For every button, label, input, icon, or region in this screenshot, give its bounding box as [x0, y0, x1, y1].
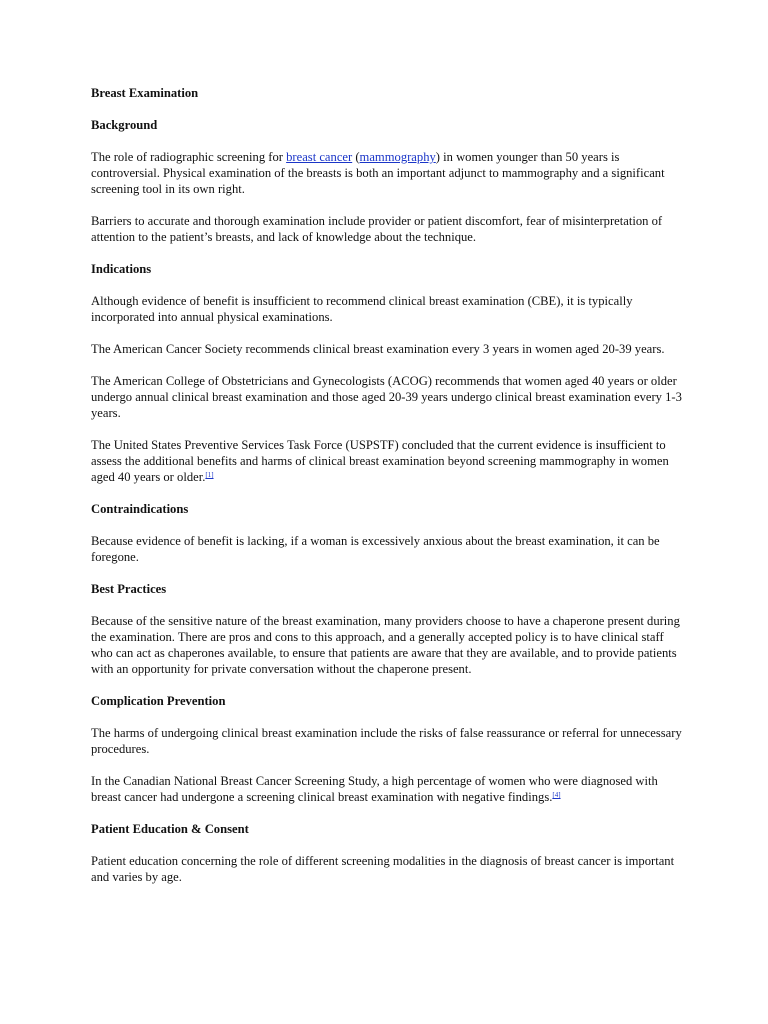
breast-cancer-link[interactable]: breast cancer [286, 150, 353, 164]
complication-prevention-p2-text: In the Canadian National Breast Cancer Screening Study, a high percentage of women who were diagnosed with breast cancer had undergone a screening clinical breast examination with negative findings. [91, 774, 658, 804]
background-p1-text-before: The role of radiographic screening for [91, 150, 287, 164]
indications-p4-text: The United States Preventive Services Task Force (USPSTF) concluded that the current evidence is insufficient to assess the additional benefits and harms of clinical breast examination beyond screening mammography in women aged 40 years or older. [91, 438, 669, 484]
indications-paragraph-1: Although evidence of benefit is insufficient to recommend clinical breast examination (CBE), it is typically incorporated into annual physical examinations. [91, 294, 633, 324]
section-heading-complication-prevention: Complication Prevention [91, 694, 226, 708]
contraindications-paragraph-1: Because evidence of benefit is lacking, if a woman is excessively anxious about the breast examination, it can be foregone. [91, 534, 660, 564]
mammography-link[interactable]: mammography [359, 150, 436, 164]
patient-education-paragraph-1: Patient education concerning the role of different screening modalities in the diagnosis of breast cancer is important and varies by age. [91, 854, 675, 884]
section-heading-best-practices: Best Practices [91, 582, 167, 596]
section-heading-background: Background [91, 118, 158, 132]
reference-link-4[interactable]: [4] [552, 791, 561, 799]
complication-prevention-paragraph-1: The harms of undergoing clinical breast examination include the risks of false reassurance or referral for unnecessary procedures. [91, 726, 682, 756]
background-paragraph-1 [91, 149, 683, 197]
section-heading-contraindications: Contraindications [91, 502, 189, 516]
complication-prevention-paragraph-2 [91, 773, 683, 805]
document-title: Breast Examination [91, 86, 199, 100]
indications-paragraph-3: The American College of Obstetricians and Gynecologists (ACOG) recommends that women aged 40 years or older undergo annual clinical breast examination and those aged 20-39 years undergo clinical breast examination every 1-3 years. [91, 374, 682, 420]
indications-paragraph-2: The American Cancer Society recommends clinical breast examination every 3 years in women aged 20-39 years. [91, 342, 665, 356]
document-page [91, 85, 683, 901]
background-paragraph-2: Barriers to accurate and thorough examination include provider or patient discomfort, fear of misinterpretation of attention to the patient’s breasts, and lack of knowledge about the technique. [91, 214, 663, 244]
background-p1-text-after: ) in women younger than 50 years is controversial. Physical examination of the breasts is both an important adjunct to mammography and a significant screening tool in its own right. [91, 150, 665, 196]
section-heading-patient-education: Patient Education & Consent [91, 822, 249, 836]
indications-paragraph-4 [91, 437, 683, 485]
background-p1-text-between: ( [352, 150, 360, 164]
reference-link-1[interactable]: [1] [205, 471, 214, 479]
section-heading-indications: Indications [91, 262, 152, 276]
best-practices-paragraph-1: Because of the sensitive nature of the breast examination, many providers choose to have a chaperone present during the examination. There are pros and cons to this approach, and a generally accepted policy is to have clinical staff who can act as chaperones available, to ensure that patients are aware that they are available, and to provide patients with an opportunity for private conversation without the chaperone present. [91, 614, 680, 676]
